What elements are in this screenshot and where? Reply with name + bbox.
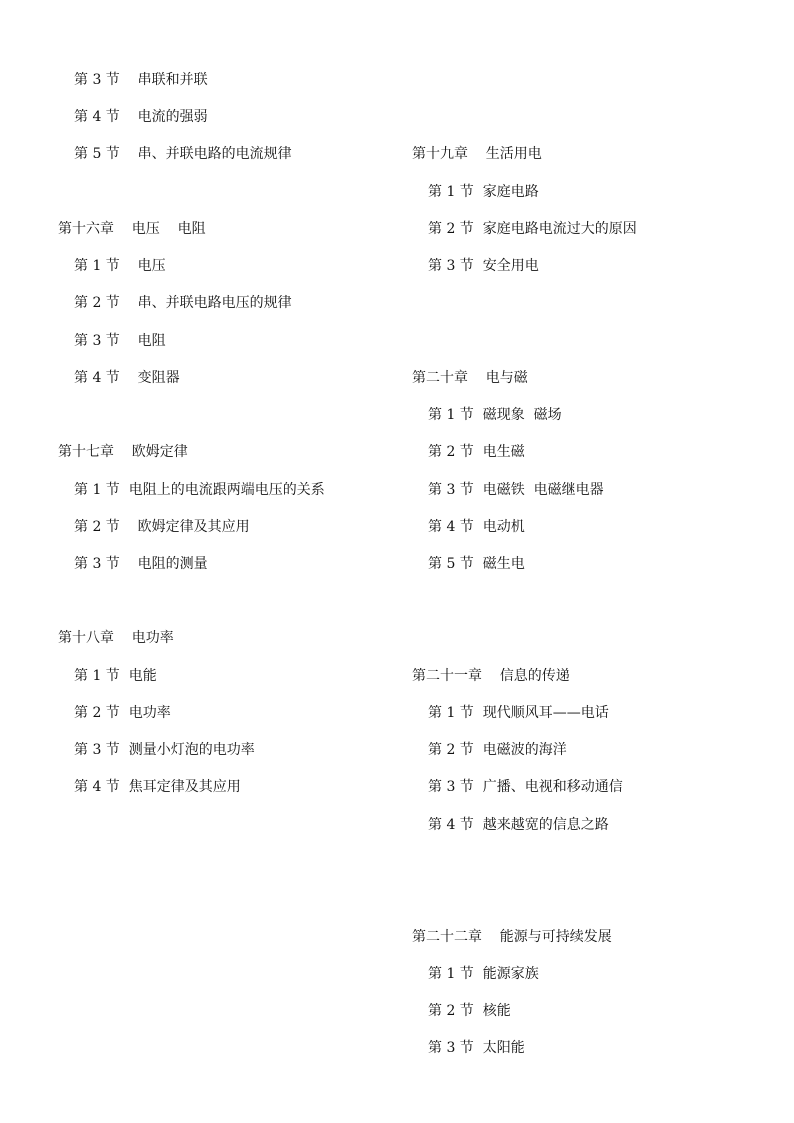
- section-entry: 第 2 节 电生磁: [428, 444, 525, 460]
- section-entry: 第 4 节 变阻器: [74, 370, 180, 386]
- section-entry: 第 2 节 电功率: [74, 705, 171, 721]
- section-entry: 第 4 节 电动机: [428, 519, 525, 535]
- section-entry: 第 2 节 电磁波的海洋: [428, 742, 567, 758]
- section-entry: 第 3 节 电阻的测量: [74, 556, 208, 572]
- section-entry: 第 3 节 电阻: [74, 333, 166, 349]
- chapter-title: 第十八章 电功率: [58, 630, 174, 646]
- section-entry: 第 2 节 核能: [428, 1003, 511, 1019]
- chapter-title: 第二十章 电与磁: [412, 370, 528, 386]
- section-entry: 第 3 节 串联和并联: [74, 72, 208, 88]
- section-entry: 第 3 节 测量小灯泡的电功率: [74, 742, 255, 758]
- section-entry: 第 4 节 越来越宽的信息之路: [428, 817, 609, 833]
- section-entry: 第 3 节 安全用电: [428, 258, 539, 274]
- section-entry: 第 1 节 能源家族: [428, 966, 539, 982]
- section-entry: 第 3 节 电磁铁 电磁继电器: [428, 482, 604, 498]
- section-entry: 第 2 节 欧姆定律及其应用: [74, 519, 250, 535]
- section-entry: 第 1 节 电压: [74, 258, 166, 274]
- chapter-title: 第十六章 电压 电阻: [58, 221, 206, 237]
- chapter-title: 第十九章 生活用电: [412, 146, 542, 162]
- section-entry: 第 5 节 串、并联电路的电流规律: [74, 146, 292, 162]
- section-entry: 第 4 节 电流的强弱: [74, 109, 208, 125]
- chapter-title: 第二十一章 信息的传递: [412, 668, 570, 684]
- section-entry: 第 4 节 焦耳定律及其应用: [74, 779, 241, 795]
- section-entry: 第 3 节 广播、电视和移动通信: [428, 779, 623, 795]
- section-entry: 第 2 节 串、并联电路电压的规律: [74, 295, 292, 311]
- section-entry: 第 1 节 磁现象 磁场: [428, 407, 562, 423]
- chapter-title: 第十七章 欧姆定律: [58, 444, 188, 460]
- section-entry: 第 1 节 电能: [74, 668, 157, 684]
- chapter-title: 第二十二章 能源与可持续发展: [412, 929, 612, 945]
- section-entry: 第 1 节 电阻上的电流跟两端电压的关系: [74, 482, 325, 498]
- section-entry: 第 1 节 现代顺风耳——电话: [428, 705, 609, 721]
- section-entry: 第 3 节 太阳能: [428, 1040, 525, 1056]
- section-entry: 第 2 节 家庭电路电流过大的原因: [428, 221, 637, 237]
- section-entry: 第 1 节 家庭电路: [428, 184, 539, 200]
- section-entry: 第 5 节 磁生电: [428, 556, 525, 572]
